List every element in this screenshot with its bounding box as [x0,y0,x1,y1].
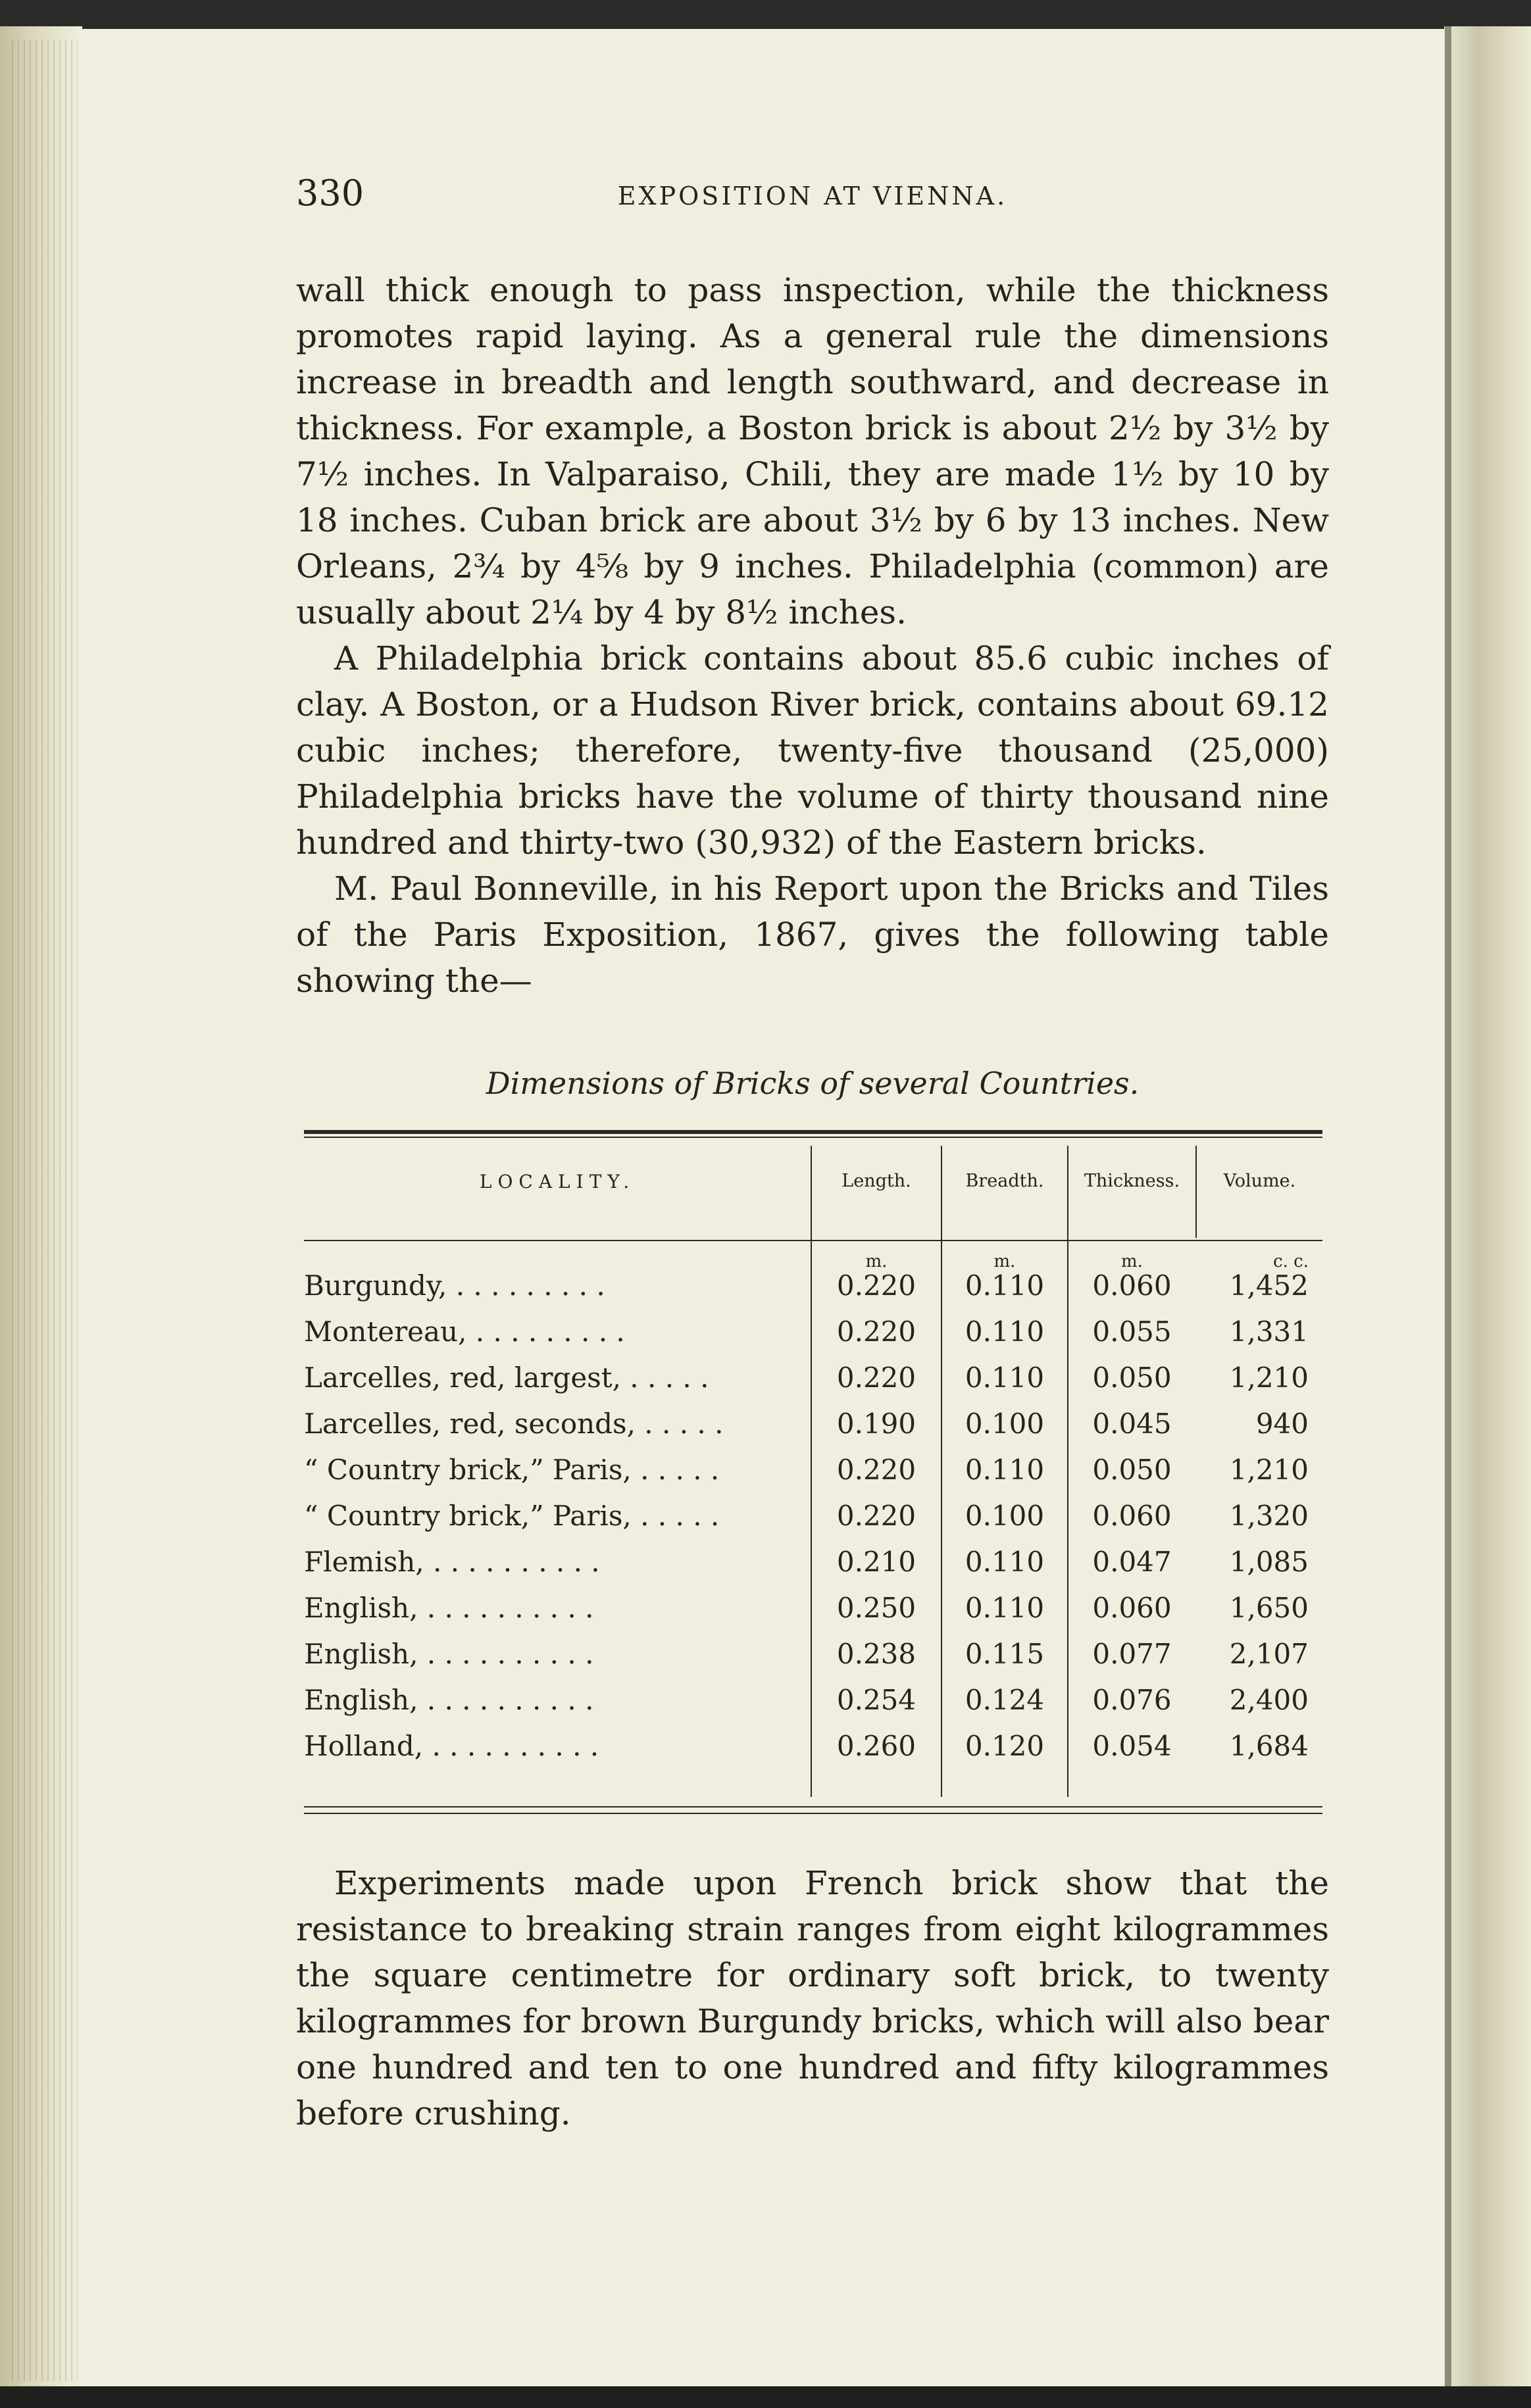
page-header [296,172,1329,225]
cell-length: 0.238 [836,1638,916,1670]
table-row [304,1684,1322,1730]
cell-breadth: 0.120 [965,1730,1045,1762]
cell-length: 0.254 [836,1684,916,1716]
cell-thickness: 0.060 [1092,1500,1172,1532]
cell-breadth: 0.110 [965,1546,1045,1578]
cell-breadth: 0.110 [965,1269,1045,1302]
scan-bottom-border [0,2386,1531,2408]
cell-volume: 2,107 [1229,1638,1309,1670]
cell-volume: 940 [1255,1408,1309,1440]
cell-locality: Holland, . . . . . . . . . . [304,1730,599,1762]
column-header-locality: LOCALITY. [479,1171,636,1192]
cell-breadth: 0.124 [965,1684,1045,1716]
cell-length: 0.220 [836,1362,916,1394]
cell-locality: Montereau, . . . . . . . . . [304,1315,625,1348]
table-row [304,1500,1322,1546]
column-header-breadth: Breadth. [965,1171,1044,1191]
cell-locality: English, . . . . . . . . . . [304,1684,594,1716]
col-divider [1195,1146,1197,1238]
cell-thickness: 0.047 [1092,1546,1172,1578]
cell-volume: 2,400 [1229,1684,1309,1716]
cell-thickness: 0.054 [1092,1730,1172,1762]
cell-breadth: 0.110 [965,1362,1045,1394]
cell-length: 0.220 [836,1315,916,1348]
cell-thickness: 0.055 [1092,1315,1172,1348]
unit-volume: c. c. [1273,1252,1309,1271]
cell-thickness: 0.050 [1092,1362,1172,1394]
cell-breadth: 0.110 [965,1454,1045,1486]
paragraph-4: Experiments made upon French brick show that the resistance to breaking strain ranges from eight kilogrammes the square centimetre for ordinary soft brick, to twenty kilogrammes for brown Burgundy bricks, which will also bear one hundred and ten to one hundred and fifty kilogrammes before crushing. [296,1864,1329,2132]
cell-length: 0.220 [836,1500,916,1532]
cell-thickness: 0.045 [1092,1408,1172,1440]
table-top-rule [304,1130,1322,1134]
cell-breadth: 0.100 [965,1500,1045,1532]
cell-volume: 1,210 [1229,1362,1309,1394]
table-row [304,1315,1322,1362]
cell-thickness: 0.050 [1092,1454,1172,1486]
cell-breadth: 0.115 [965,1638,1045,1670]
cell-volume: 1,085 [1229,1546,1309,1578]
running-title: EXPOSITION AT VIENNA. [617,182,1008,210]
table-top-rule-thin [304,1137,1322,1138]
body-text-bottom [296,1860,1329,2136]
cell-length: 0.260 [836,1730,916,1762]
cell-thickness: 0.060 [1092,1269,1172,1302]
cell-breadth: 0.110 [965,1315,1045,1348]
cell-locality: “ Country brick,” Paris, . . . . . [304,1500,720,1532]
cell-volume: 1,684 [1229,1730,1309,1762]
column-header-thickness: Thickness. [1084,1171,1180,1191]
unit-thickness: m. [1121,1252,1143,1271]
page-edges-right [1444,26,1531,2394]
unit-length: m. [865,1252,888,1271]
table-bottom-rule-thin [304,1813,1322,1814]
table-bottom-rule [304,1806,1322,1807]
table-row [304,1730,1322,1776]
table-caption: Dimensions of Bricks of several Countries. [486,1066,1140,1101]
page-edges-left [12,39,78,2381]
table-row [304,1408,1322,1454]
cell-thickness: 0.076 [1092,1684,1172,1716]
cell-locality: Flemish, . . . . . . . . . . [304,1546,600,1578]
header-bottom-rule [304,1240,1322,1241]
table-row [304,1362,1322,1408]
cell-volume: 1,210 [1229,1454,1309,1486]
cell-locality: Larcelles, red, largest, . . . . . [304,1362,709,1394]
cell-volume: 1,452 [1229,1269,1309,1302]
table-row [304,1454,1322,1500]
unit-breadth: m. [993,1252,1016,1271]
cell-locality: “ Country brick,” Paris, . . . . . [304,1454,720,1486]
cell-breadth: 0.110 [965,1592,1045,1624]
cell-length: 0.250 [836,1592,916,1624]
paragraph-1: wall thick enough to pass inspection, while the thickness promotes rapid laying. As a general rule the dimensions increase in breadth and length southward, and decrease in thickness. For example, a Boston brick is about 2½ by 3½ by 7½ inches. In Valparaiso, Chili, they are made 1½ by 10 by 18 inches. Cuban brick are about 3½ by 6 by 13 inches. New Orleans, 2¾ by 4⅝ by 9 inches. Philadelphia (common) are usually about 2¼ by 4 by 8½ inches. [296,271,1329,631]
cell-locality: Burgundy, . . . . . . . . . [304,1269,605,1302]
cell-length: 0.210 [836,1546,916,1578]
cell-thickness: 0.077 [1092,1638,1172,1670]
cell-locality: English, . . . . . . . . . . [304,1592,594,1624]
cell-length: 0.220 [836,1269,916,1302]
paragraph-3: M. Paul Bonneville, in his Report upon the Bricks and Tiles of the Paris Exposition, 1867, gives the following table showing the— [296,870,1329,1000]
table-row [304,1592,1322,1638]
cell-length: 0.190 [836,1408,916,1440]
page-number: 330 [296,172,364,214]
table-row [304,1269,1322,1315]
cell-length: 0.220 [836,1454,916,1486]
cell-volume: 1,331 [1229,1315,1309,1348]
column-header-volume: Volume. [1223,1171,1296,1191]
scan-top-border [0,0,1531,29]
cell-locality: English, . . . . . . . . . . [304,1638,594,1670]
cell-breadth: 0.100 [965,1408,1045,1440]
table-row [304,1546,1322,1592]
paragraph-2: A Philadelphia brick contains about 85.6 cubic inches of clay. A Boston, or a Hudson River brick, contains about 69.12 cubic inches; therefore, twenty-five thousand (25,000) Philadelphia bricks have the volume of thirty thousand nine hundred and thirty-two (30,932) of the Eastern bricks. [296,639,1329,862]
cell-volume: 1,650 [1229,1592,1309,1624]
cell-volume: 1,320 [1229,1500,1309,1532]
cell-thickness: 0.060 [1092,1592,1172,1624]
cell-locality: Larcelles, red, seconds, . . . . . [304,1408,724,1440]
column-header-length: Length. [841,1171,911,1191]
page-gutter-shadow [1445,26,1451,2394]
table-row [304,1638,1322,1684]
body-text-top [296,267,1329,1004]
